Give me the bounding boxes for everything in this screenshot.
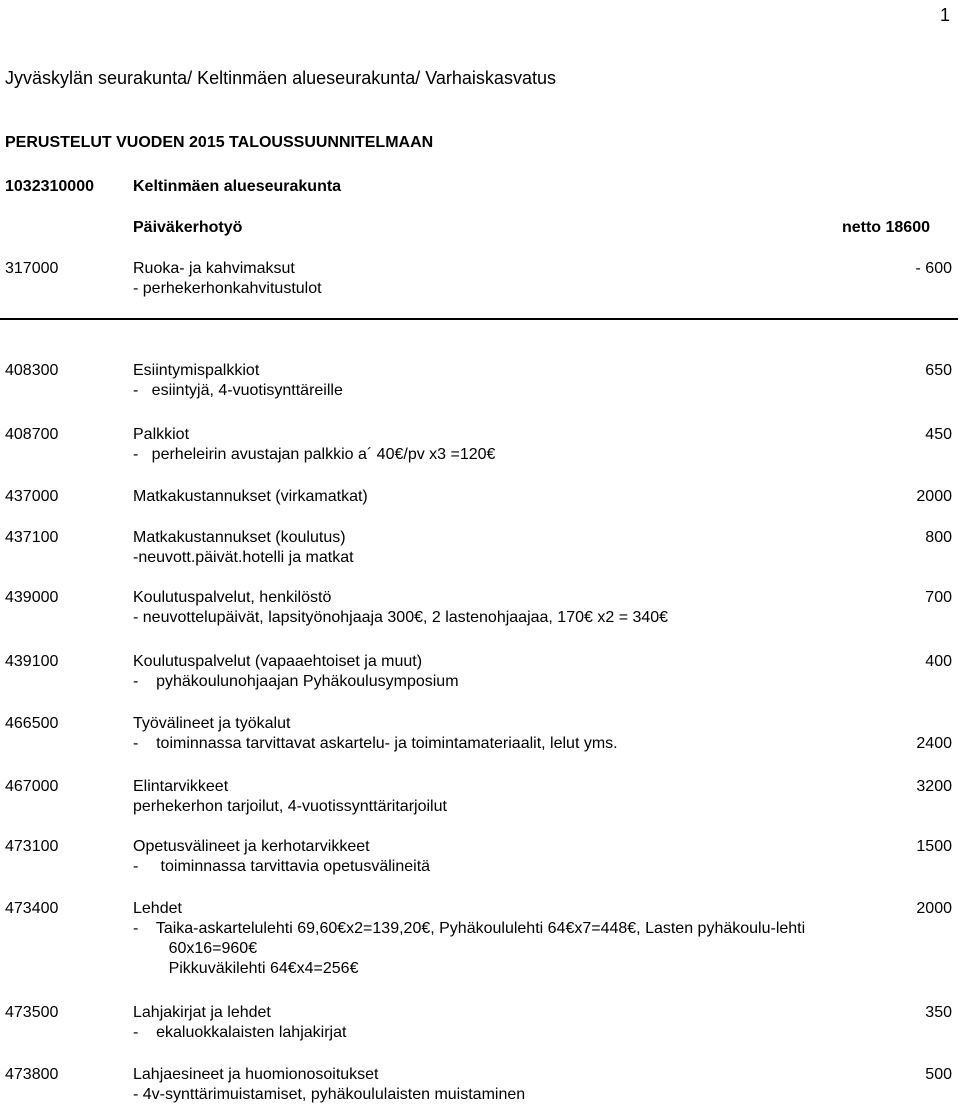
account-name: Esiintymispalkkiot xyxy=(133,362,260,379)
section-divider xyxy=(0,318,958,320)
account-amount: 700 xyxy=(925,589,952,606)
account-amount: 800 xyxy=(925,529,952,546)
account-amount: 350 xyxy=(925,1004,952,1021)
account-code: 473800 xyxy=(5,1066,59,1083)
account-name: Koulutuspalvelut, henkilöstö xyxy=(133,589,332,606)
account-code: 437000 xyxy=(5,488,59,505)
account-code: 473400 xyxy=(5,900,59,917)
account-detail: -neuvott.päivät.hotelli ja matkat xyxy=(133,549,354,566)
account-detail: - toiminnassa tarvittavia opetusvälineitä xyxy=(133,858,431,875)
account-detail: - 4v-synttärimuistamiset, pyhäkoululaisten muistaminen xyxy=(133,1086,526,1103)
account-name: Koulutuspalvelut (vapaaehtoiset ja muut) xyxy=(133,653,423,670)
account-code: 439100 xyxy=(5,653,59,670)
account-name: Matkakustannukset (koulutus) xyxy=(133,529,346,546)
account-amount: 1500 xyxy=(916,838,952,855)
account-detail: - ekaluokkalaisten lahjakirjat xyxy=(133,1024,347,1041)
account-detail: perhekerhon tarjoilut, 4-vuotissynttäritarjoilut xyxy=(133,798,447,815)
document-heading: PERUSTELUT VUODEN 2015 TALOUSSUUNNITELMAAN xyxy=(5,134,434,151)
account-detail: - neuvottelupäivät, lapsityönohjaaja 300€, 2 lastenohjaajaa, 170€ x2 = 340€ xyxy=(133,609,669,626)
account-name: Lahjaesineet ja huomionosoitukset xyxy=(133,1066,379,1083)
account-amount: 400 xyxy=(925,653,952,670)
income-detail: - perhekerhonkahvitustulot xyxy=(133,280,322,297)
unit-name: Keltinmäen alueseurakunta xyxy=(133,178,342,195)
account-amount: 500 xyxy=(925,1066,952,1083)
account-amount: 3200 xyxy=(916,778,952,795)
account-amount: 650 xyxy=(925,362,952,379)
account-name: Lehdet xyxy=(133,900,182,917)
account-detail: - esiintyjä, 4-vuotisynttäreille xyxy=(133,382,343,399)
income-name: Ruoka- ja kahvimaksut xyxy=(133,260,295,277)
unit-code: 1032310000 xyxy=(5,178,94,195)
account-detail: - pyhäkoulunohjaajan Pyhäkoulusymposium xyxy=(133,673,459,690)
account-detail: - Taika-askartelulehti 69,60€x2=139,20€, Pyhäkoululehti 64€x7=448€, Lasten pyhäkoulu-lehti xyxy=(133,920,806,937)
account-detail: 60x16=960€ xyxy=(133,940,258,957)
account-detail: - perheleirin avustajan palkkio a´ 40€/pv x3 =120€ xyxy=(133,446,496,463)
account-code: 466500 xyxy=(5,715,59,732)
account-amount: 2400 xyxy=(916,735,952,752)
account-code: 473100 xyxy=(5,838,59,855)
account-name: Lahjakirjat ja lehdet xyxy=(133,1004,271,1021)
account-name: Palkkiot xyxy=(133,426,190,443)
account-code: 473500 xyxy=(5,1004,59,1021)
account-amount: 2000 xyxy=(916,900,952,917)
account-amount: 2000 xyxy=(916,488,952,505)
account-code: 439000 xyxy=(5,589,59,606)
account-code: 408700 xyxy=(5,426,59,443)
account-name: Opetusvälineet ja kerhotarvikkeet xyxy=(133,838,370,855)
account-detail: - toiminnassa tarvittavat askartelu- ja toimintamateriaalit, lelut yms. xyxy=(133,735,618,752)
income-amount: - 600 xyxy=(915,260,952,277)
account-code: 408300 xyxy=(5,362,59,379)
group-netto: netto 18600 xyxy=(841,219,930,236)
account-detail: Pikkuväkilehti 64€x4=256€ xyxy=(133,960,359,977)
income-code: 317000 xyxy=(5,260,59,277)
account-name: Työvälineet ja työkalut xyxy=(133,715,291,732)
account-code: 437100 xyxy=(5,529,59,546)
account-name: Elintarvikkeet xyxy=(133,778,229,795)
account-amount: 450 xyxy=(925,426,952,443)
page-number: 1 xyxy=(940,5,951,25)
organization-line: Jyväskylän seurakunta/ Keltinmäen alueseurakunta/ Varhaiskasvatus xyxy=(5,68,556,88)
account-code: 467000 xyxy=(5,778,59,795)
group-name: Päiväkerhotyö xyxy=(133,219,243,236)
account-name: Matkakustannukset (virkamatkat) xyxy=(133,488,368,505)
